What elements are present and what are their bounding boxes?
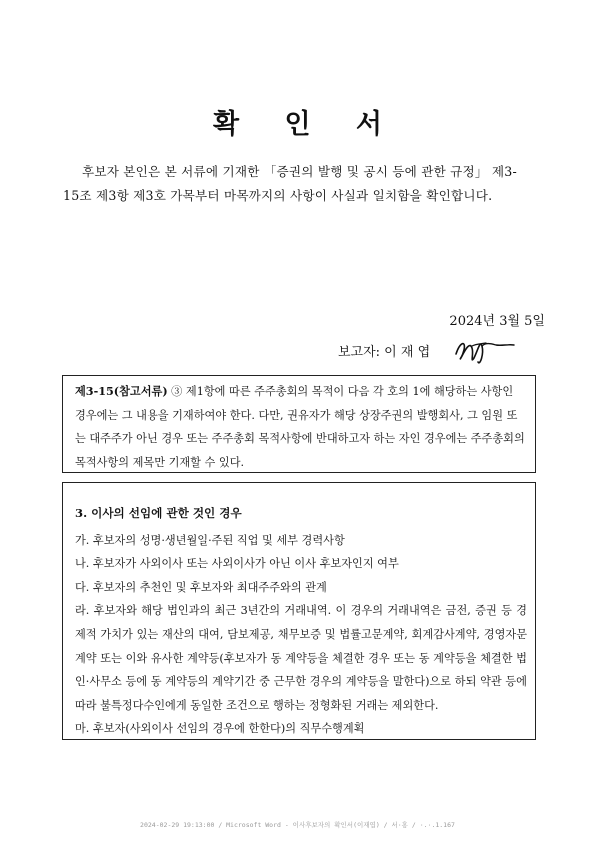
reference-box — [62, 375, 536, 473]
document-title: 확 인 서 — [212, 109, 401, 140]
list-item: 나. 후보자가 사외이사 또는 사외이사가 아닌 이사 후보자인지 여부 — [75, 557, 399, 571]
reporter-name: 보고자: 이 재 엽 — [338, 345, 431, 360]
print-footer: 2024-02-29 19:13:00 / Microsoft Word - 이사후보자의 확인서(이재엽) / 서·홍 / ·.·.1.167 — [140, 821, 455, 829]
director-election-box — [62, 482, 536, 740]
handwritten-signature — [452, 332, 518, 368]
list-item: 다. 후보자의 추천인 및 후보자와 최대주주와의 관계 — [75, 580, 327, 594]
confirmation-statement: 후보자 본인은 본 서류에 기재한 「증권의 발행 및 공시 등에 관한 규정」 제3-15조 제3항 제3호 가목부터 마목까지의 사항이 사실과 일치함을 확인합니다. — [63, 164, 517, 203]
reference-text: ③ 제1항에 따른 주주총회의 목적이 다음 각 호의 1에 해당하는 사항인 경우에는 그 내용을 기재하여야 한다. 다만, 권유자가 해당 상장주권의 발행회사, 그 임원 또는 대주주가 아닌 경우 또는 주주총회 목적사항에 반대하고자 하는 자인 경우에는 주주총회의 목적사항의 제목만 기재할 수 있다. — [75, 385, 525, 469]
reference-label: 제3-15(참고서류) — [75, 384, 168, 398]
section-heading: 3. 이사의 선임에 관한 것인 경우 — [75, 506, 242, 520]
list-item: 마. 후보자(사외이사 선임의 경우에 한한다)의 직무수행계획 — [75, 722, 365, 736]
list-item: 라. 후보자와 해당 법인과의 최근 3년간의 거래내역. 이 경우의 거래내역은 금전, 증권 등 경제적 가치가 있는 재산의 대여, 담보제공, 채무보증 및 법률고문계약, 회계감사계약, 경영자문계약 또는 이와 유사한 계약등(후보자가 동 계약등을 체결한 경우 또는 동 계약등을 체결한 법인·사무소 등에 동 계약등의 계약기간 중 근무한 경우의 계약등을 말한다)으로 하되 약관 등에 따라 불특정다수인에게 동일한 조건으로 행하는 정형화된 거래는 제외한다. — [75, 604, 527, 712]
report-date: 2024년 3월 5일 — [449, 314, 545, 329]
list-item: 가. 후보자의 성명·생년월일·주된 직업 및 세부 경력사항 — [75, 533, 345, 547]
